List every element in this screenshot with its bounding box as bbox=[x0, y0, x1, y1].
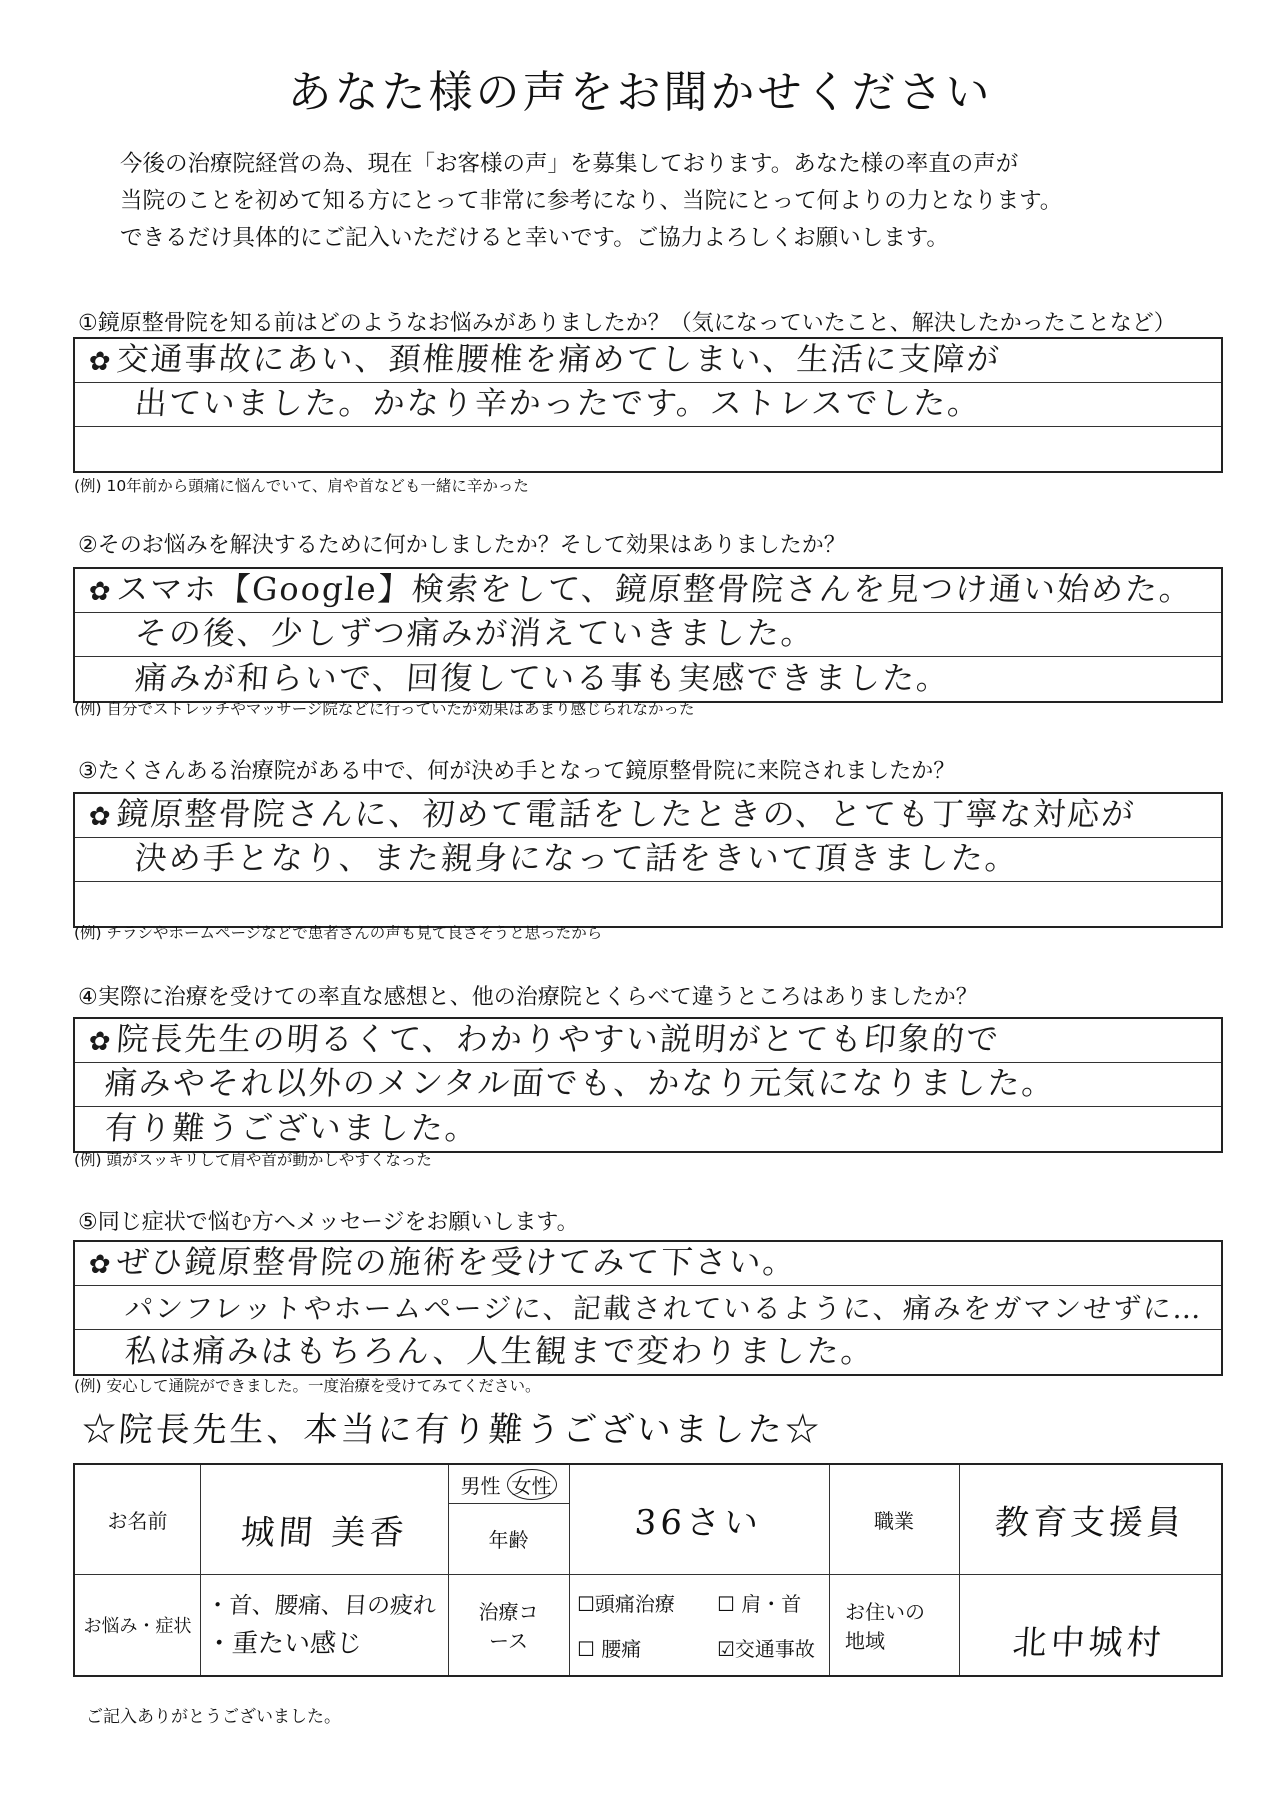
symptom-field[interactable] bbox=[200, 1574, 448, 1675]
question-3-answer-box[interactable] bbox=[73, 792, 1223, 928]
age-value: 36さい bbox=[633, 1503, 764, 1543]
answer-line bbox=[75, 657, 1221, 701]
symptom-line: ・重たい感じ bbox=[204, 1628, 364, 1659]
answer-line bbox=[75, 1019, 1221, 1063]
answer-line bbox=[75, 1063, 1221, 1107]
question-1-label: ①鏡原整骨院を知る前はどのようなお悩みがありましたか？（気になっていたこと、解決したかったことなど） bbox=[78, 311, 1176, 336]
intro-line: できるだけ具体的にご記入いただけると幸いです。ご協力よろしくお願いします。 bbox=[120, 225, 949, 251]
gender-male-label: 男性 bbox=[460, 1473, 501, 1498]
question-3-label: ③たくさんある治療院がある中で、何が決め手となって鏡原整骨院に来院されましたか？ bbox=[78, 759, 956, 784]
flower-icon: ✿ bbox=[87, 347, 114, 377]
age-label: 年齢 bbox=[488, 1528, 529, 1552]
symptom-line: ・首、腰痛、目の疲れ bbox=[205, 1592, 437, 1619]
handwritten-answer: ✿鏡原整骨院さんに、初めて電話をしたときの、とても丁寧な対応が bbox=[87, 795, 1137, 833]
job-label: 職業 bbox=[874, 1509, 914, 1533]
area-label: お住いの地域 bbox=[845, 1599, 925, 1653]
name-value: 城間 美香 bbox=[238, 1513, 409, 1553]
handwritten-answer: その後、少しずつ痛みが消えていきました。 bbox=[133, 614, 817, 652]
name-label: お名前 bbox=[107, 1509, 168, 1533]
respondent-info-table bbox=[73, 1463, 1223, 1677]
handwritten-answer: 痛みやそれ以外のメンタル面でも、かなり元気になりました。 bbox=[103, 1064, 1057, 1102]
answer-line bbox=[75, 383, 1221, 427]
gender-field[interactable] bbox=[448, 1465, 569, 1503]
question-5-answer-box[interactable] bbox=[73, 1240, 1223, 1376]
intro-text bbox=[120, 146, 1180, 257]
handwritten-answer: ✿交通事故にあい、頚椎腰椎を痛めてしまい、生活に支障が bbox=[87, 340, 1003, 378]
age-field[interactable] bbox=[569, 1465, 829, 1574]
answer-line bbox=[75, 1286, 1221, 1330]
question-5-example: (例) 安心して通院ができました。一度治療を受けてみてください。 bbox=[74, 1377, 541, 1395]
question-2-answer-box[interactable] bbox=[73, 567, 1223, 703]
question-4-example: (例) 頭がスッキリして肩や首が動かしやすくなった bbox=[74, 1151, 432, 1169]
handwritten-answer: パンフレットやホームページに、記載されているように、痛みをガマンせずに… bbox=[123, 1292, 1205, 1325]
flower-icon: ✿ bbox=[87, 577, 114, 607]
intro-line: 当院のことを初めて知る方にとって非常に参考になり、当院にとって何よりの力となります。 bbox=[120, 188, 1063, 214]
course-option-shoulder-neck[interactable]: ☐ 肩・首 bbox=[717, 1591, 802, 1616]
flower-icon: ✿ bbox=[87, 1250, 114, 1280]
question-1-answer-box[interactable] bbox=[73, 337, 1223, 473]
question-5-label: ⑤同じ症状で悩む方へメッセージをお願いします。 bbox=[78, 1210, 579, 1235]
answer-line bbox=[75, 794, 1221, 838]
flower-icon: ✿ bbox=[87, 802, 114, 832]
name-field[interactable] bbox=[200, 1485, 448, 1574]
handwritten-answer: ✿院長先生の明るくて、わかりやすい説明がとても印象的で bbox=[87, 1020, 1002, 1058]
handwritten-answer: ✿スマホ【Google】検索をして、鏡原整骨院さんを見つけ通い始めた。 bbox=[87, 570, 1195, 608]
question-4-label: ④実際に治療を受けての率直な感想と、他の治療院とくらべて違うところはありましたか？ bbox=[78, 985, 978, 1010]
area-value: 北中城村 bbox=[1011, 1623, 1167, 1663]
handwritten-answer: 有り難うございました。 bbox=[103, 1109, 481, 1147]
answer-line bbox=[75, 838, 1221, 882]
handwritten-answer: 痛みが和らいで、回復している事も実感できました。 bbox=[133, 659, 952, 697]
handwritten-answer: 決め手となり、また親身になって話をきいて頂きました。 bbox=[133, 839, 1021, 877]
course-option-headache[interactable]: ☐頭痛治療 bbox=[577, 1591, 675, 1616]
course-options bbox=[569, 1574, 829, 1675]
footer-thanks: ご記入ありがとうございました。 bbox=[86, 1707, 341, 1727]
question-3-example: (例) チラシやホームページなどで患者さんの声も見て良さそうと思ったから bbox=[74, 924, 603, 942]
course-label: 治療コース bbox=[478, 1599, 539, 1653]
handwritten-answer: 出ていました。かなり辛かったです。ストレスでした。 bbox=[133, 384, 983, 422]
area-field[interactable] bbox=[959, 1574, 1221, 1675]
answer-line bbox=[75, 427, 1221, 471]
answer-line bbox=[75, 882, 1221, 926]
page-title: あなた様の声をお聞かせください bbox=[287, 67, 993, 118]
handwritten-answer: ✿ぜひ鏡原整骨院の施術を受けてみて下さい。 bbox=[87, 1243, 799, 1281]
answer-line bbox=[75, 1330, 1221, 1374]
course-option-traffic-accident[interactable]: ☑交通事故 bbox=[717, 1636, 815, 1661]
handwritten-answer: 私は痛みはもちろん、人生観まで変わりました。 bbox=[123, 1332, 877, 1370]
job-value: 教育支援員 bbox=[993, 1503, 1187, 1543]
answer-line bbox=[75, 339, 1221, 383]
answer-line bbox=[75, 1242, 1221, 1286]
job-field[interactable] bbox=[959, 1465, 1221, 1574]
course-option-lower-back[interactable]: ☐ 腰痛 bbox=[577, 1636, 642, 1661]
answer-line bbox=[75, 1107, 1221, 1151]
question-2-example: (例) 自分でストレッチやマッサージ院などに行っていたが効果はあまり感じられなかった bbox=[74, 700, 695, 718]
flower-icon: ✿ bbox=[87, 1027, 114, 1057]
question-4-answer-box[interactable] bbox=[73, 1017, 1223, 1153]
symptom-label: お悩み・症状 bbox=[83, 1615, 192, 1637]
question-1-example: (例) 10年前から頭痛に悩んでいて、肩や首なども一緒に辛かった bbox=[74, 477, 529, 495]
answer-line bbox=[75, 569, 1221, 613]
answer-line bbox=[75, 613, 1221, 657]
closing-message: ☆院長先生、本当に有り難うございました☆ bbox=[80, 1410, 824, 1450]
question-2-label: ②そのお悩みを解決するために何かしましたか？そして効果はありましたか？ bbox=[78, 533, 846, 558]
intro-line: 今後の治療院経営の為、現在「お客様の声」を募集しております。あなた様の率直の声が bbox=[120, 151, 1019, 177]
gender-female-label: 女性 bbox=[507, 1469, 557, 1500]
